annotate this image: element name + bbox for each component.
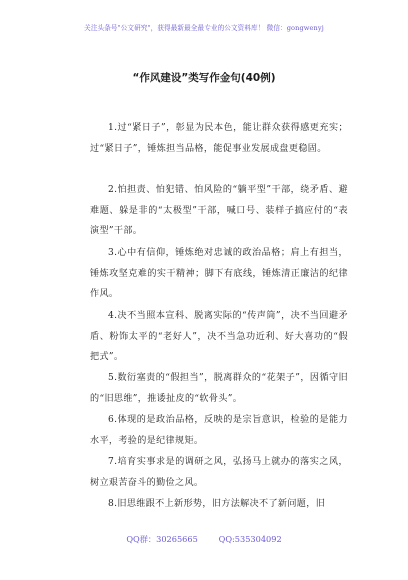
paragraph-4: 4.决不当照本宣科、脱离实际的“传声筒”，决不当回避矛盾、粉饰太平的“老好人”，决不当急功近利、好大喜功的“假把式”。 — [90, 311, 348, 362]
paragraph-3: 3.心中有信仰，锤炼绝对忠诚的政治品格；肩上有担当，锤炼攻坚克难的实干精神；脚下有底线，锤炼清正廉洁的纪律作风。 — [90, 248, 348, 299]
promo-banner: 关注头条号"公文研究"，获得最新最全最专业的公文资料库！ 微信：gongwenyj — [84, 24, 324, 32]
paragraph-7: 7.培育实事求是的调研之风，弘扬马上就办的落实之风，树立艰苦奋斗的勤俭之风。 — [90, 457, 348, 488]
page-title: “作风建设”类写作金句(40例) — [132, 72, 276, 84]
paragraph-5: 5.数衍塞责的“假担当”，脱离群众的“花架子”，因循守旧的“旧思维”，推诿扯皮的“软骨头”。 — [90, 373, 348, 404]
paragraph-8: 8.旧思维跟不上新形势，旧方法解决不了新问题，旧 — [108, 499, 326, 509]
paragraph-2: 2.怕担责、怕犯错、怕风险的“躺平型”干部，绕矛盾、避难题、躲是非的“太极型”干部，喊口号、装样子搞应付的“表演型”干部。 — [90, 185, 348, 236]
paragraph-1: 1.过“紧日子”，彰显为民本色，能让群众获得感更充实；过“紧日子”，锤炼担当品格，能促事业发展成盘更稳固。 — [90, 123, 348, 154]
paragraph-6: 6.体现的是政治品格，反映的是宗旨意识，检验的是能力水平，考验的是纪律规矩。 — [90, 415, 348, 446]
footer-contact: QQ群：30265665 QQ:535304092 — [126, 534, 282, 544]
